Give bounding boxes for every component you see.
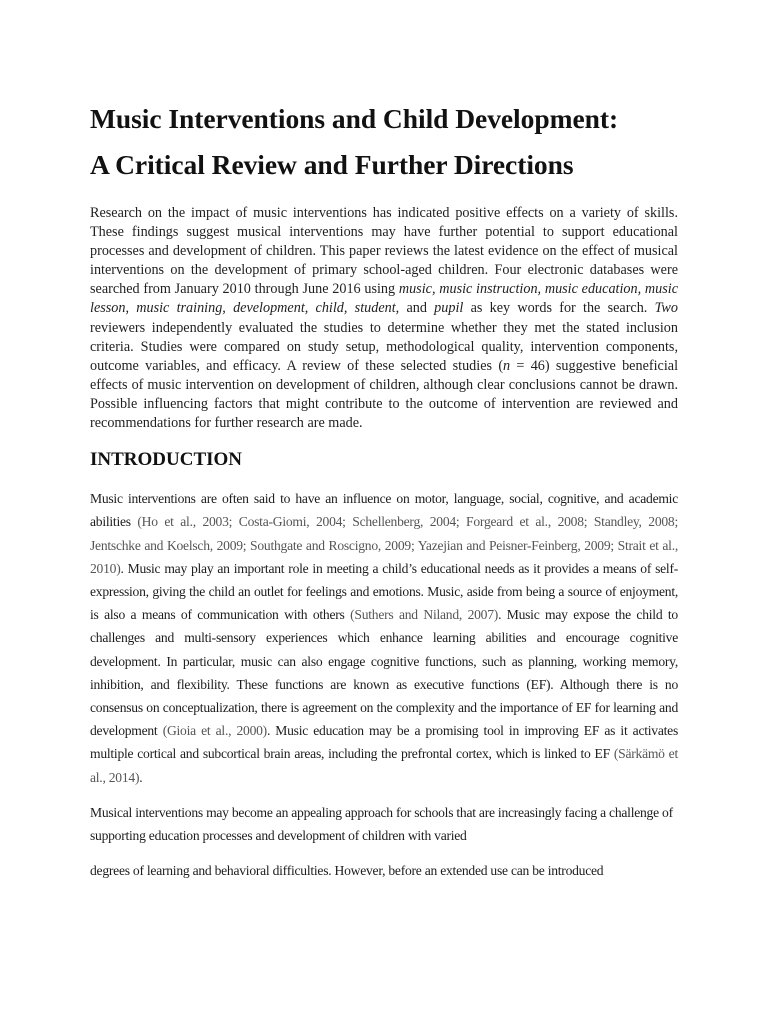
title-line-2: A Critical Review and Further Directions xyxy=(90,149,574,180)
intro-p1-text-2: . Music may play an important role in meeting a child’s educational needs as it provides a means of self-expression, giving the child an outlet for feelings and emotions. Music, aside from being a source of enjoyment, is also a means of communication with others xyxy=(90,560,678,623)
abstract-n: n xyxy=(503,357,511,374)
citation-gioia[interactable]: (Gioia et al., 2000) xyxy=(162,723,267,739)
title-line-1: Music Interventions and Child Development: xyxy=(90,103,619,134)
abstract-keyword-pupil: pupil xyxy=(434,300,464,317)
intro-p1-text-3: . Music may expose the child to challenges and multi-sensory experiences which enhance learning abilities and encourage cognitive development. In particular, music can also engage cognitive functions, such as planning, working memory, inhibition, and flexibility. These functions are known as executive functions (EF). Although there is no consensus on conceptualization, there is agreement on the complexity and the importance of EF for learning and development xyxy=(90,607,678,739)
intro-p1-text-1: Music interventions are often said to have an influence on motor, language, social, cognitive, and academic abilities xyxy=(90,491,678,530)
section-heading-introduction: INTRODUCTION xyxy=(90,449,243,471)
intro-paragraph-1 xyxy=(90,487,678,789)
abstract-text-4: = 46) suggestive beneficial effects of music intervention on development of children, although clear conclusions cannot be drawn. Possible influencing factors that might contribute to the outcome of intervention are reviewed and recommendations for further research are made. xyxy=(90,357,679,432)
paper-page xyxy=(90,96,678,882)
abstract-and: and xyxy=(399,300,435,317)
abstract-text-2: as key words for the search. xyxy=(463,300,655,317)
intro-p1-text-4: . Music education may be a promising tool in improving EF as it activates multiple cortical and subcortical brain areas, including the prefrontal cortex, which is linked to EF xyxy=(90,723,678,762)
citation-group-1[interactable]: (Ho et al., 2003; Costa-Giomi, 2004; Schellenberg, 2004; Forgeard et al., 2008; Standley, 2008; Jentschke and Koelsch, 2009; Southgate and Roscigno, 2009; Yazejian and Peisner-Feinberg, 2009; Strait et al., 2010) xyxy=(90,514,679,576)
intro-paragraph-2: Musical interventions may become an appealing approach for schools that are increasingly facing a challenge of supporting education processes and development of children with varied xyxy=(90,804,673,843)
abstract xyxy=(90,204,678,433)
citation-suthers-niland[interactable]: (Suthers and Niland, 2007) xyxy=(350,607,499,623)
abstract-keywords: music, music instruction, music education, music lesson, music training, development, child, student, xyxy=(90,281,678,317)
abstract-text-1: Research on the impact of music interventions has indicated positive effects on a variety of skills. These findings suggest musical interventions may have further potential to support educational processes and development of children. This paper reviews the latest evidence on the effect of musical interventions on the development of primary school-aged children. Four electronic databases were searched from January 2010 through June 2016 using xyxy=(90,205,678,298)
intro-p1-text-5: . xyxy=(139,769,143,785)
abstract-text-3: reviewers independently evaluated the studies to determine whether they met the stated inclusion criteria. Studies were compared on study setup, methodological quality, intervention components, outcome variables, and efficacy. A review of these selected studies ( xyxy=(90,319,678,374)
intro-paragraph-3: degrees of learning and behavioral difficulties. However, before an extended use can be introduced xyxy=(90,863,604,879)
citation-sarkamo[interactable]: (Särkämö et al., 2014) xyxy=(90,746,678,785)
paper-title xyxy=(90,96,678,188)
abstract-two: Two xyxy=(654,300,678,317)
